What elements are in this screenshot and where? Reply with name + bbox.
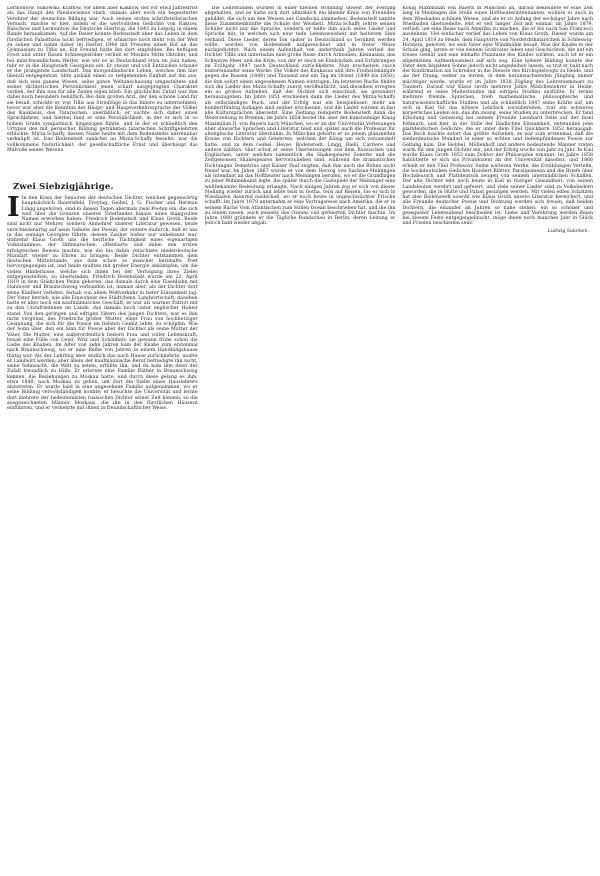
column-1 bbox=[7, 6, 198, 868]
article-text-col3: König Maximilian von Baiern in München an, darauf bekleidete er eine Zeit lang in Meiningen die Stelle eines Hoftheaterintendanten, wohnte er auch in dem Wiesbaden schönen Wesen, und als er zu Anfang der sechziger Jahre nach Wiesbaden übersiedelte, lebt er seit langer Zeit mit einmal, im Jahre 1879, verließ, um eine Reise nach Amerika zu machen, die er bis nach San Francisco ausdehnte. Viel einfacher verlief das Leben von Klaus Groth. Dieser wurde am 24. April 1819 zu Heide, dem Hauptorte von Norderdithmarschen in Schleswig-Holstein, geboren, wo sein Vater eine Windmühle besaß. Was der Knabe in der Schule ging, lernte er von seinem Großvater leben und Geschichten, die auf ein treues Gemüt und eine lebhafte Phantasie des Kindes wirkten, auch ist er ein allgemeinen Aufmerksamkeit auf sich zog. Eine höhere Bildung konnte der Vater dem begabten Sohne jedoch nicht angedeihen lassen; so trat er bald nach der Konfirmation als Schreiber in die Dienste des Kirchspielvogts zu Heide, und als der Drang, weiter zu lernen, in dem heranwachsenden Jüngling immer mächtiger wurde, wurde er im Jahre 1838 Zögling des Lehrerseminars zu Tondern. Darauf war Klaus Groth mehrere Jahre Mädchenlehrer in Heide, während er seine Mußestunden mit eifrigen Studien ausfüllte. Er lernte mehrere fremde Sprachen, trieb mathematische, philosophische und naturwissenschaftliche Studien und als schließlich 1847 seine Kräfte auf, um sich in Kiel für das höhere Lehrfach vorzubereiten, trat ein schweres körperliches Leiden ein, das ihn zwang, seine Studien zu unterbrechen. Er fand Erholung und Genesung bei seinem Freunde Leonhard Selle auf der Insel Fehmarn, und hier, in der Stille der ländlichen Einsamkeit, entstanden jene plattdeutschen Gedichte, die er unter dem Titel Quickborn 1852 herausgab. Das Buch machte sofort das größte Aufsehen; es war zum erstenmal, daß die niederdeutsche Mundart in einer so echten und tiefempfundenen Poesie zur Geltung kam. Die Hebbel, Müllenhoff und andere bedeutende Männer traten warm für den jungen Dichter ein, und der Erfolg wuchs von Jahr zu Jahr. In Kiel wurde Klaus Groth 1853 zum Doktor der Philosophie ernannt; im Jahre 1858 habilitierte er sich als Privatdozent an der Universität daselbst, und 1866 erhielt er den Titel Professor. Seine weiteren Werke, die Erzählungen Vertelln, die hochdeutschen Gedichte Hundert Blätter, Paralipomena und die Briefe über Hochdeutsch und Plattdeutsch zeugen von seinem unermüdlichen Schaffen. Der alte Dichter lebt noch heute in Kiel in rüstiger Gesundheit, von seinen Landsleuten verehrt und gefeiert, und viele seiner Lieder sind zu Volksliedern geworden, die in Hütte und Palast gesungen werden. Mit vielen edlen Schätzen hat also Bodenstedt sowohl wie Klaus Groth unsere Literatur bereichert, und alle Freunde deutscher Poesie und Dichtung werden sich freuen, daß beiden Dichtern, die einander an Jahren so nahe stehen, ein so schöner und gesegneter Lebensabend beschieden ist. Liebe und Verehrung werden ihnen bei diesem Feste entgegengebracht, möge ihnen noch manches Jahr in Glück und Frieden beschieden sein! bbox=[402, 6, 594, 227]
article-text-col1-top: Lermontow, Sukowski, Kraffow, vor allem aber Kakkow, der vor etwa Jahresfrist als das Haupt des Panslawismus starb, damals aber noch ein begeisterter Verehrer der deutschen Bildung war. Auch seinen ersten schriftstellerischen Versuch, machte er hier, indem er die wertvollsten Gedichte von Raktow, Batschow und Lermontow ins Deutsche übertrug, die 1843 zu Leipzig in einem Bande herauskamen. Auf die Dauer konnte Bodenstedt aber das Leben in dem fürstlichen Palasthaus nicht befriedigen, er wünschte noch mehr von der Welt zu sehen und nahm daher im Herbst 1844 mit Freuden einen Ruf an das Gymnasium zu Tiflis an. Ein Freund hatte ihn dort empfohlen. Bei heftigem Frost und unter Rasen Schneegestöber verließ er Moskau Mitte Oktober, und bei mild-freundlichem Wetter, wie wir es in Deutschland etwa im Juni haben, fuhr er in die Hauptstadt Georgiens ein. Er staunt und voll Entzücken schaute er die prangende Landschaft. Das morgenländische Leben, welches ihm hier überall entgegentrat, übte alsbald einen so tiefgehenden Einfluß auf ihn aus, daß sich sein ganzes Wesen, seine ganze Weltanschauung umgestaltete und seiner dichterischen Persönlichkeit jenen scharf ausgeprägten Charakter verlieh, der ihm nun für alle Zeiten eigen blieb. Ein glücklicher Zufall war ihm dabei noch besonders behilflich. Bei dem großen Arzt, der den schöne Land für sie besaß, schickte er, von Tiflis aus Streifzüge in das Innere zu unternehmen; bevor war aber die Kenntnis der Haupt- und Hauptverkehrssprache der Völker des Kaukasus, des Tatarischen, unerläßlich; er suchte sich daher einen Sprachlehrer, und hierbei fand er eine Persönlichkeit, in der er sich in so hohem Grade sympathisch hingezogen fühlte, und in der er schließlich den Urtypus des mit persischer Bildung getränkten tatarischen Schriftgelehrten erblickte: Mirza-Schaffy, dessen Name heute mit dem Bodenstedts untrennbar verknüpft ist. Das Bodenstedt zunächst an Mirza-Schaffy fesselte, war die vollkommene Natürlichkeit, der gesellschaftliche Ernst und überhaupt das Malvolle seines Wesens. bbox=[7, 6, 198, 153]
column-2 bbox=[205, 6, 396, 868]
section-gap bbox=[7, 153, 198, 179]
drop-cap: I bbox=[7, 192, 20, 223]
article-intro-paragraph bbox=[7, 192, 198, 411]
column-3 bbox=[402, 6, 593, 868]
article-headline: Zwei Siebzigjährige. bbox=[13, 182, 114, 192]
article-text-col2: Die Lehrstunden wurden in einer kleinen Wohnung unweit der Festung abgehalten, und es hatte sich dort allmählich ein kleiner Kreis von Freunden gebildet, die sich um den Weisen aus Gandscha sammelten. Bodenstedt nannte diese Zusammenkünfte die Schule der Weisheit. Mirza-Schaffy lehrte seinen Schüler nicht nur die Sprache, sondern er teilte ihm auch seine Lieder und Sprüche mit, in welchen sich eine tiefe Lebensweisheit mit heiterem Sinn verband. Diese Lieder, deren Ton später in Deutschland so berühmt werden sollte, wurden von Bodenstedt aufgezeichnet und in freier Weise nachgedichtet. Nach einem Aufenthalt von anderthalb Jahren verließ der Dichter Tiflis und unternahm eine große Reise durch Armenien, Kleinasien, das Schwarze Meer und die Krim, von der er reich an Eindrücken und Erfahrungen im Frühjahr 1847 nach Deutschland zurückkehrte. Nun erschienen rasch hintereinander seine Werke: Die Völker des Kaukasus und ihre Freiheitskämpfe gegen die Russen (1848) und Tausend und ein Tag im Orient (1849 bis 1850), die ihm sofort einen angesehenen Namen eintrugen. Im letzteren Buche finden sich die Lieder des Mirza-Schaffy zuerst veröffentlicht, und dieselben erregten ein so großes Aufsehen, daß der Dichter sich entschloß, sie gesondert herauszugeben. Im Jahre 1851 erschienen dann die Lieder des Mirza-Schaffy als selbständiges Buch, und der Erfolg war ein beispielloser: mehr als hundertfünfzig Auflagen sind seither erschienen, und die Lieder wurden in fast alle Kultursprachen übersetzt. Eine Zeitlang redigierte Bodenstedt dann die Weserzeitung in Bremen; im Jahre 1854 berief ihn aber der kunstsinnige König Maximilian II. von Bayern nach München, wo er an der Universität Vorlesungen über slawische Sprachen und Literatur hielt und später auch die Professur für altenglische Literatur übernahm. In München gehörte er zu jenem glänzenden Kreise von Dichtern und Gelehrten, welchen der König um sich versammelt hatte, und zu dem Geibel, Heyse, Bodenstedt, Lingg, Riehl, Carriere und andere zählten. Hier schuf er seine Übersetzungen aus dem Russischen und Englischen, unter welchen namentlich die Shakespeares Sonette und die Zeitgenossen Shakespeares hervorzuheben sind, während die dramatischen Dichtungen Demetrius und Kaiser Paul zeigten, daß ihm auch die Bühne nicht fremd war. Im Jahre 1867 wurde er von dem Herzog von Sachsen-Meiningen als Intendant an das Hoftheater nach Meiningen berufen, wo er die Grundlagen zu jener Bühnenkunst legte, die später durch die Gastspiele der Meininger eine weltbekannte Bedeutung erlangte. Nach einigen Jahren zog er sich von dieser Stellung wieder zurück und lebte teils in Gotha, teils auf Reisen, bis er sich in Wiesbaden dauernd niederließ, wo er noch heute in ungeschwächter Frische schafft. Im Jahre 1879 unternahm er eine Vortragsreise nach Amerika, die er in seinem Buche Vom Atlantischen zum Stillen Ocean beschrieben hat, und die ihn zu einem neuen, auch jenseits des Ozeans viel gefeierten Dichter machte. Im Jahre 1880 gründete er die Tägliche Rundschau in Berlin, deren Leitung er jedoch bald wieder abgab. bbox=[204, 6, 396, 227]
author-signature: Ludwig Salomon. bbox=[547, 228, 590, 234]
article-text-col1-bottom: In den Kreis der Senioren der deutschen Dichter, welchen gegenwärtig hauptsächlich Bauernfeld, Freytag, Geibel, J. G. Fischer und Herman Lingg angehören, sind in diesen Tagen abermals zwei Poeten ein, die sich weit über die Grenzen unseres Vaterlandes hinaus eines klangvollen Namen erworben haben: Friedrich Bodenstedt und Klaus Groth. Beide sind nicht nur Mehrer, sondern Anmehrer unserer Literatur gewesen, beide verschiedenartig auf neue Gebiete der Poesie; der erstere dadurch, daß er uns in das sonnige Georgien führte, dessen Zauber bisher nur unbekannt war, während Klaus Groth uns die herrliche Tüchtigkeit eines eigenartigen Volksstammes, der Dithmarschen, offenbarte und dabei den ersten erfolgreichen Beweis machte, wie die bis dahin verachtete niederdeutsche Mundart wieder zu Ehren zu bringen. Beide Dichter entstammen dem deutschen Mittelstande, aus dem schon so mancher kernhafte Poet hervorgegangen ist, und beide mußten mit großer Energie ankämpfen, um die vielen Hindernisse, welche sich ihnen bei der Verfolgung ihres Zieles entgegenstellten, zu überwinden. Friedrich Bodenstedt wurde am 22. April 1819 in dem Städtchen Peine geboren, das damals durch eine Eisenbahn mit Hannover und Braunschweig verbunden ist, damals aber, als der Dichter dort seine Kindheit verlebte, fernab von allem Weltverkehr in tiefer Einsamkeit lag. Der Vater betrieb, wie alle Einwohner des Städtchens, Landwirtschaft; daneben hatte er aber noch ein kaufmännisches Geschäft; er war als warmer Patriot mit zu den Unzufriedenen im Lande, das damals noch unter englischer Hoheit stand. Von den geringen und eifrigen Vätern des jungen Dichters, war es ihm nicht vergönnt, des Friedrichs großer Mutter, einer Frau von hochherziger Gesinnung, die sich für die Poesie im tiefsten Gemüt lebte, zu schöpfen. Wie der Sohn über, den ein Sinn für Poesie aber der Dichter als seine Mutter der Vater. Die Mutter, eine außerordentlich heitere Frau und voller Lebenskraft, besaß eine Fülle von Geist, Witz und Schönheit; sie gewann frühe schon die Liebe des Knaben. Im Alter von zehn Jahren kam der Knabe zum erstenmal nach Braunschweig, wo er eine Reihe von Jahren in einem Handlungshause thätig war. Als der Lehrling aber endlich das nach Hause zurückkehrte, mußte er Landwirt werden; aber allein der kaufmännische Beruf befriedigte ihn nicht, seine Sehnsucht, die Welt zu sehen, erfüllte ihn, und da kam ihm denn der Zufall freundlich zu Hilfe. Er erlernte eine Familie Räther in Braunschweig kennen, die Beziehungen zu Moskau hatte, und durch diese gelang es ihm, etwa 1840, nach Moskau zu gehen, um dort die Stelle eines Hauslehrers anzutreten. Er wurde bald in eine angesehene Familie aufgenommen, wo er seine Bildung vervollständigen konnte; er besuchte die Universität und lernte dort mehrere der bedeutendsten russischen Dichter seiner Zeit kennen, so die ausgezeichneten Männer Moskaus, die ihn in den fürstlichen Häusern einführten, und er verkehrte mit ihnen in freundschaftlicher Weise. bbox=[7, 196, 198, 411]
